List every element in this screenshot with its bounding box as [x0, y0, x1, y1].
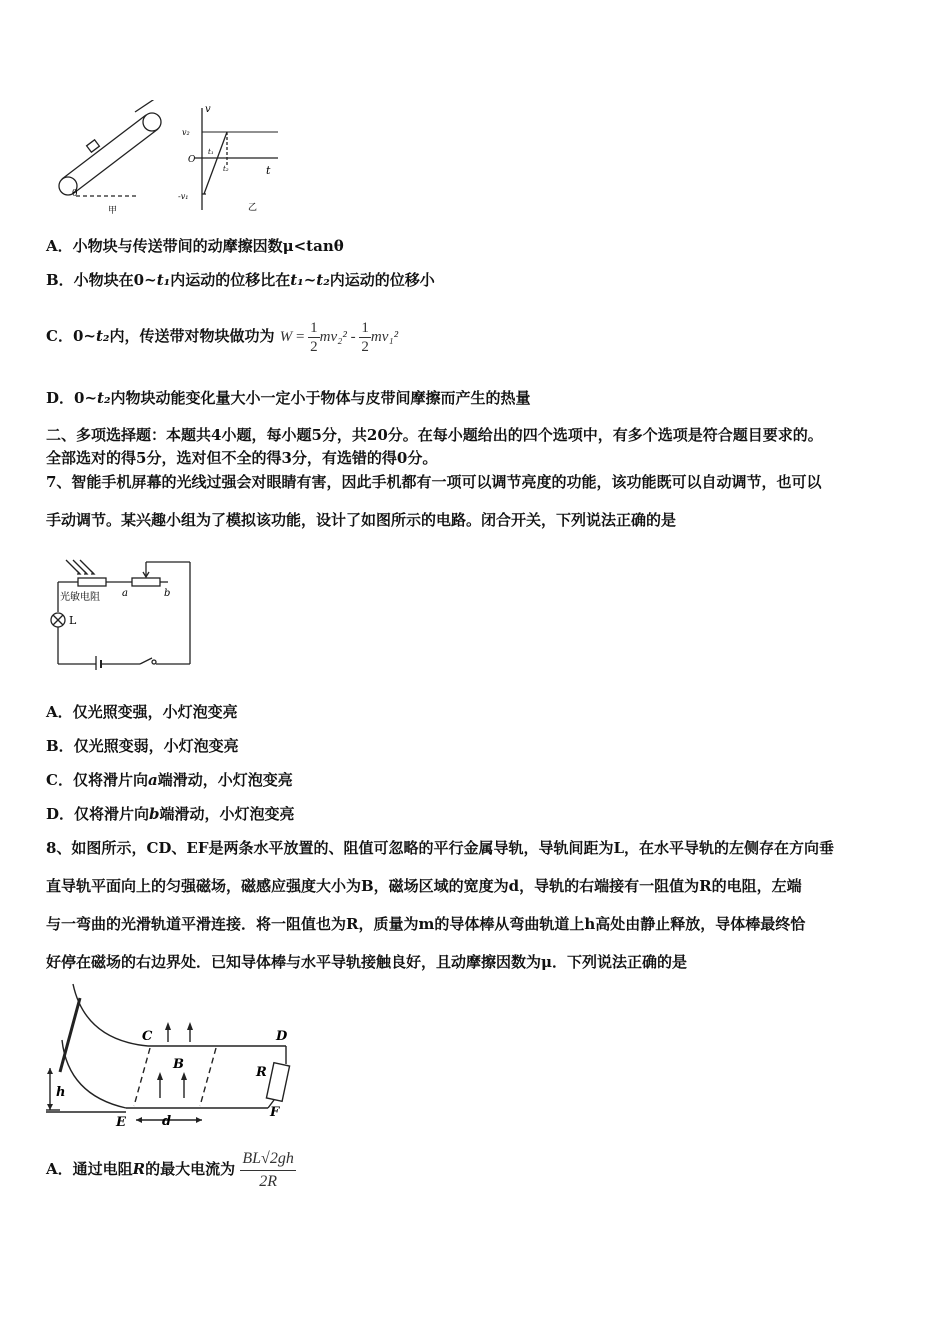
vt-line [204, 132, 227, 194]
label-minus-v1: -v₁ [178, 192, 189, 201]
section2-line2: 全部选对的得5分，选对但不全的得3分，有选错的得0分。 [46, 449, 438, 467]
section2-line1: 二、多项选择题：本题共4小题，每小题5分，共20分。在每小题给出的四个选项中，有多个选项是符合题目要求的。 [46, 426, 823, 444]
q8-stem-line1: 8、如图所示，CD、EF是两条水平放置的、阻值可忽略的平行金属导轨，导轨间距为L，在水平导轨的左侧存在方向垂 [46, 839, 835, 857]
q7-stem-line1: 7、智能手机屏幕的光线过强会对眼睛有害，因此手机都有一项可以调节亮度的功能，该功能既可以自动调节，也可以 [46, 473, 822, 491]
label-v2: v₂ [182, 128, 190, 137]
q6-option-a: A．小物块与传送带间的动摩擦因数μ<tanθ [46, 237, 344, 255]
label-a: a [122, 588, 128, 599]
label-t1: t₁ [208, 148, 214, 156]
photoresistor [78, 578, 106, 586]
switch [140, 658, 152, 664]
resistor-r [266, 1063, 289, 1102]
rheostat [132, 578, 160, 586]
label-b-field: B [173, 1057, 184, 1072]
field-left-boundary [134, 1048, 150, 1106]
label-f: F [270, 1105, 280, 1120]
q7-option-b: B．仅光照变弱，小灯泡变亮 [46, 737, 239, 755]
conductor-rod [60, 998, 80, 1072]
block [87, 140, 100, 152]
q8-stem-line3: 与一弯曲的光滑轨道平滑连接．将一阻值也为R，质量为m的导体棒从弯曲轨道上h高处由静止释放，导体棒最终恰 [46, 915, 806, 933]
label-r: R [256, 1065, 267, 1080]
field-right-boundary [200, 1048, 216, 1106]
rail-figure [40, 980, 300, 1130]
label-o: O [188, 155, 196, 165]
q7-option-d: D．仅将滑片向b端滑动，小灯泡变亮 [46, 805, 295, 823]
label-c: C [142, 1029, 153, 1044]
label-jia: 甲 [108, 206, 118, 216]
label-yi: 乙 [248, 203, 258, 213]
curved-rail-bottom [62, 1040, 126, 1108]
label-v: v [205, 104, 211, 115]
q6-option-c: C．0~t₂内，传送带对物块做功为 W = $\frac{1}{2}$ mv₂² - $\frac{1}{2}$ mv₁² [46, 319, 399, 355]
max-current-formula: $\frac{BL√2gh}{2R}$ [242, 1149, 294, 1190]
work-formula: W = $\frac{1}{2}$ mv₂² - $\frac{1}{2}$ mv₁² [279, 319, 399, 355]
label-d: D [276, 1029, 288, 1044]
label-b: b [164, 588, 171, 599]
label-t: t [266, 164, 271, 177]
q6-option-b: B．小物块在0~t₁内运动的位移比在t₁~t₂内运动的位移小 [46, 271, 435, 289]
label-t2: t₂ [223, 165, 229, 173]
q7-option-c: C．仅将滑片向a端滑动，小灯泡变亮 [46, 771, 293, 789]
curved-rail-top [73, 984, 148, 1046]
conveyor-figure [50, 100, 290, 220]
q8-stem-line2: 直导轨平面向上的匀强磁场，磁感应强度大小为B，磁场区域的宽度为d，导轨的右端接有一阻值为R的电阻，左端 [46, 877, 802, 895]
label-l: L [69, 614, 77, 627]
q8-option-a: A．通过电阻R的最大电流为 $\frac{BL√2gh}{2R}$ [46, 1144, 296, 1194]
label-theta: θ [72, 189, 78, 199]
label-d-width: d [162, 1114, 172, 1129]
q7-stem-line2: 手动调节。某兴趣小组为了模拟该功能，设计了如图所示的电路。闭合开关，下列说法正确的是 [46, 511, 677, 529]
label-h: h [56, 1085, 66, 1100]
label-photoresistor: 光敏电阻 [60, 592, 100, 603]
q7-option-a: A．仅光照变强，小灯泡变亮 [46, 703, 238, 721]
circuit-figure [48, 556, 200, 670]
q6-option-d: D．0~t₂内物块动能变化量大小一定小于物体与皮带间摩擦而产生的热量 [46, 389, 531, 407]
q8-stem-line4: 好停在磁场的右边界处．已知导体棒与水平导轨接触良好，且动摩擦因数为μ．下列说法正确的是 [46, 953, 687, 971]
label-e: E [116, 1115, 126, 1130]
